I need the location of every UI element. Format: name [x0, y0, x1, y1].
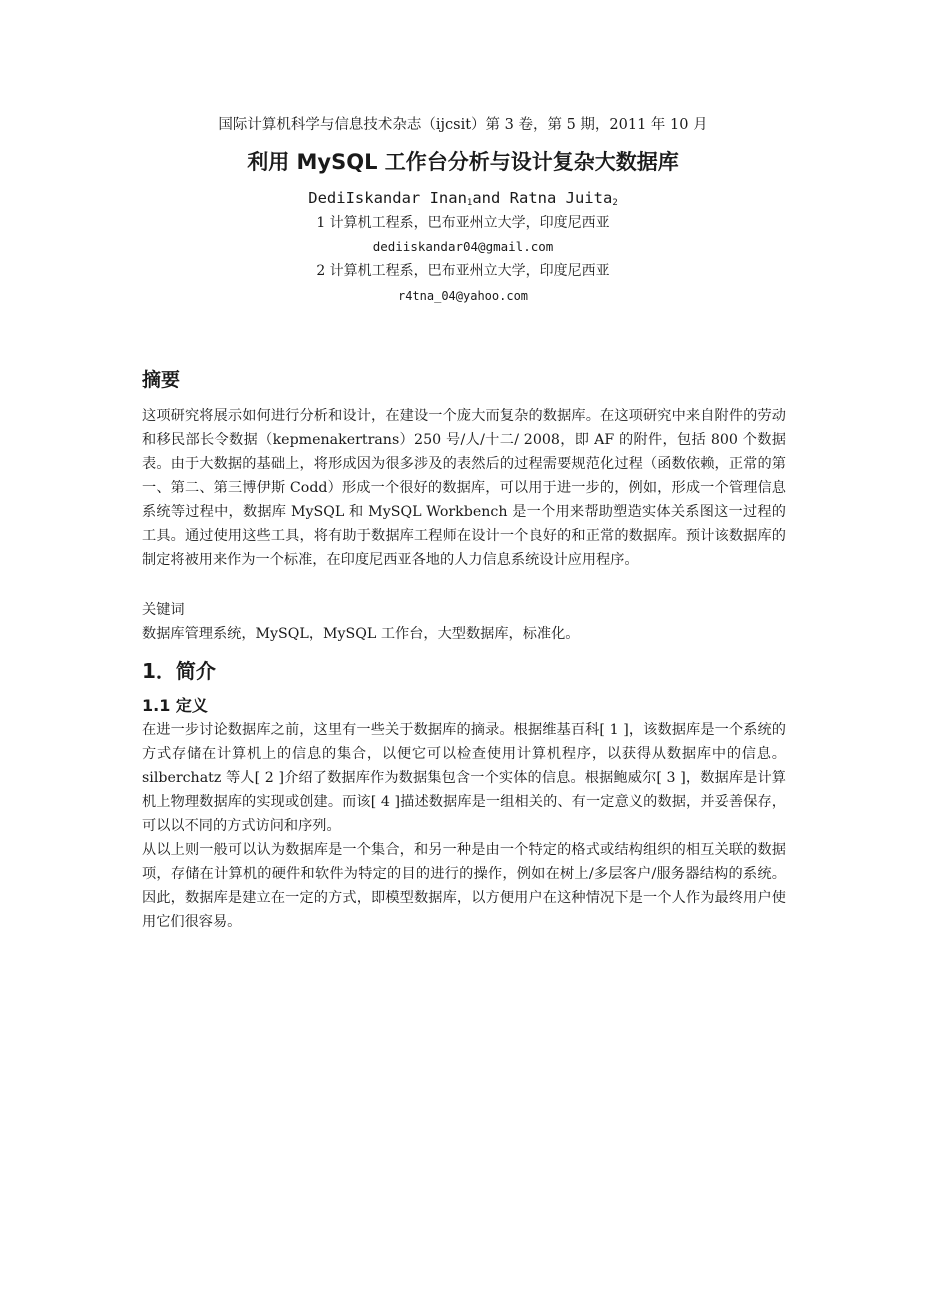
author-line — [0, 187, 926, 214]
author-name-2: and Ratna Juita — [472, 189, 613, 207]
journal-citation: 国际计算机科学与信息技术杂志（ijcsit）第 3 卷，第 5 期，2011 年 10 月 — [218, 117, 708, 133]
affiliation-1: 1 计算机工程系，巴布亚州立大学，印度尼西亚 — [316, 215, 610, 231]
author-mark-2: 2 — [612, 198, 618, 208]
abstract-text: 这项研究将展示如何进行分析和设计，在建设一个庞大而复杂的数据库。在这项研究中来自附件的劳动和移民部长令数据（kepmenakertrans）250 号/人/十二/ 2008，即 AF 的附件，包括 800 个数据表。由于大数据的基础上，将形成因为很多涉及的表然后的过程需要规范化过程（函数依赖，正常的第一、第二、第三博伊斯 Codd）形成一个很好的数据库，可以用于进一步的，例如，形成一个管理信息系统等过程中，数据库 MySQL 和 MySQL Workbench 是一个用来帮助塑造实体关系图这一过程的工具。通过使用这些工具，将有助于数据库工程师在设计一个良好的和正常的数据库。预计该数据库的制定将被用来作为一个标准，在印度尼西亚各地的人力信息系统设计应用程序。 — [142, 408, 786, 568]
keywords-text: 数据库管理系统，MySQL，MySQL 工作台，大型数据库，标准化。 — [142, 626, 580, 642]
author-email-2: r4tna_04@yahoo.com — [397, 289, 529, 303]
affiliation-2: 2 计算机工程系，巴布亚州立大学，印度尼西亚 — [316, 263, 610, 279]
abstract-heading: 摘要 — [142, 369, 181, 391]
author-name-1: DediIskandar Inan — [308, 189, 467, 207]
author-email-1: dediiskandar04@gmail.com — [372, 239, 554, 254]
subsection-heading-definition: 1.1 定义 — [142, 696, 208, 715]
author-mark-1: 1 — [466, 198, 473, 208]
definition-paragraph-2: 从以上则一般可以认为数据库是一个集合，和另一种是由一个特定的格式或结构组织的相互关联的数据项，存储在计算机的硬件和软件为特定的目的进行的操作，例如在树上/多层客户/服务器结构的系统。因此，数据库是建立在一定的方式，即模型数据库，以方便用户在这种情况下是一个人作为最终用户使用它们很容易。 — [142, 842, 786, 930]
definition-paragraph-1: 在进一步讨论数据库之前，这里有一些关于数据库的摘录。根据维基百科[ 1 ]，该数据库是一个系统的方式存储在计算机上的信息的集合，以便它可以检查使用计算机程序，以获得从数据库中的信息。silberchatz 等人[ 2 ]介绍了数据库作为数据集包含一个实体的信息。根据鲍威尔[ 3 ]，数据库是计算机上物理数据库的实现或创建。而该[ 4 ]描述数据库是一组相关的、有一定意义的数据，并妥善保存，可以以不同的方式访问和序列。 — [142, 722, 786, 834]
section-heading-intro: 1．简介 — [142, 659, 216, 683]
keywords-label: 关键词 — [142, 602, 185, 618]
paper-title: 利用 MySQL 工作台分析与设计复杂大数据库 — [247, 150, 679, 174]
